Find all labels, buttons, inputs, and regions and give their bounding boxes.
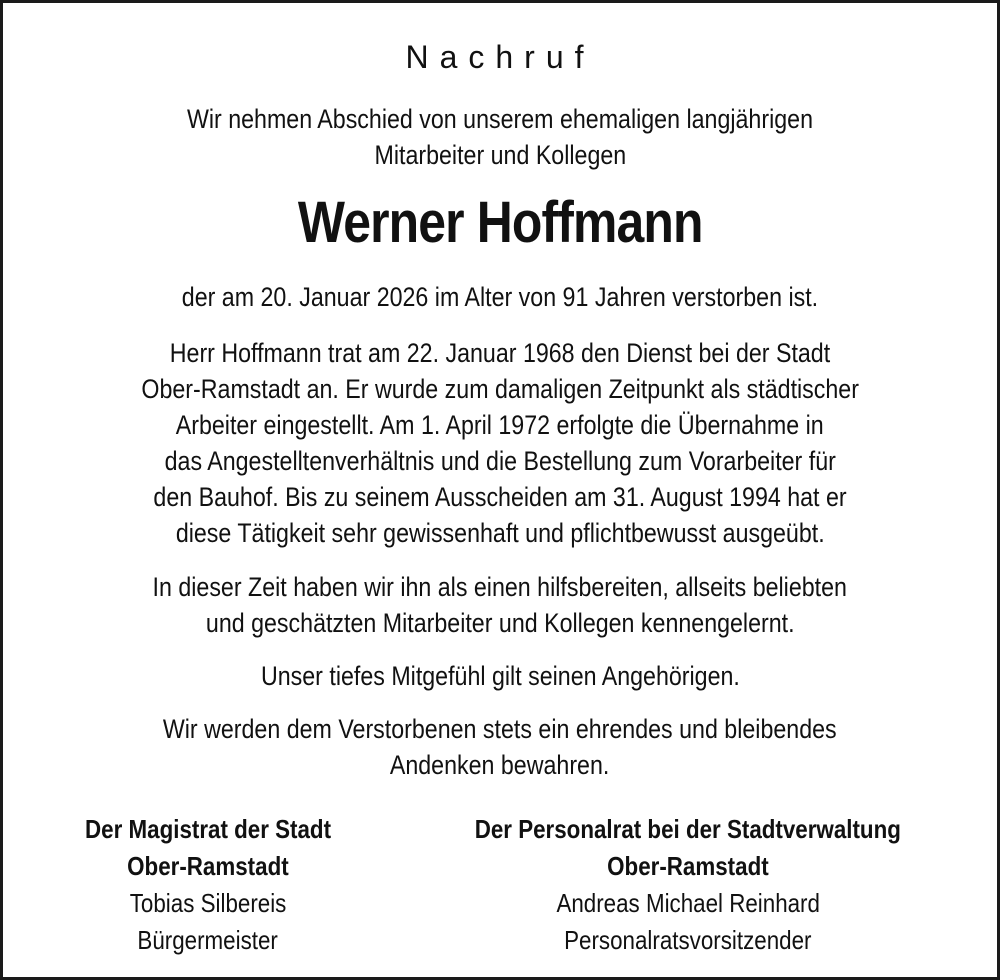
paragraph-text: das Angestelltenverhältnis und die Bestellung zum Vorarbeiter für — [164, 446, 836, 476]
signature-organization-city — [413, 848, 963, 885]
paragraph-text: den Bauhof. Bis zu seinem Ausscheiden am 31. August 1994 hat er — [153, 482, 847, 512]
organization-text: Ober-Ramstadt — [607, 851, 769, 881]
signature-organization — [413, 811, 963, 848]
intro-line-1 — [3, 101, 997, 137]
death-line-text: der am 20. Januar 2026 im Alter von 91 Jahren verstorben ist. — [181, 282, 819, 312]
role-text: Bürgermeister — [137, 925, 279, 955]
paragraph-text: Ober-Ramstadt an. Er wurde zum damaligen Zeitpunkt als städtischer — [141, 374, 859, 404]
paragraph-appreciation-line — [3, 605, 997, 641]
paragraph-condolence-line — [3, 658, 997, 694]
paragraph-text: Unser tiefes Mitgefühl gilt seinen Angehörigen. — [260, 661, 740, 691]
paragraph-appreciation-line — [3, 569, 997, 605]
organization-text: Der Personalrat bei der Stadtverwaltung — [474, 814, 902, 844]
intro-line-2 — [3, 137, 997, 173]
person-name: Tobias Silbereis — [129, 888, 287, 918]
signatures — [3, 811, 997, 961]
paragraph-text: Herr Hoffmann trat am 22. Januar 1968 den Dienst bei der Stadt — [169, 338, 831, 368]
heading-text: Nachruf — [405, 39, 595, 75]
signature-magistrat — [45, 811, 371, 959]
deceased-name-text: Werner Hoffmann — [297, 190, 703, 255]
paragraph-text: Arbeiter eingestellt. Am 1. April 1972 erfolgte die Übernahme in — [176, 410, 824, 440]
paragraph-text: diese Tätigkeit sehr gewissenhaft und pflichtbewusst ausgeübt. — [175, 518, 825, 548]
notice-heading — [3, 39, 997, 76]
death-line — [3, 279, 997, 315]
intro-text: Wir nehmen Abschied von unserem ehemaligen langjährigen — [186, 104, 814, 134]
role-text: Personalratsvorsitzender — [564, 925, 812, 955]
person-name: Andreas Michael Reinhard — [556, 888, 820, 918]
organization-text: Der Magistrat der Stadt — [84, 814, 332, 844]
paragraph-text: und geschätzten Mitarbeiter und Kollegen kennengelernt. — [205, 608, 795, 638]
paragraph-career-line — [3, 371, 997, 407]
paragraph-career-line — [3, 407, 997, 443]
signature-personalrat — [413, 811, 963, 959]
paragraph-career-line — [3, 335, 997, 371]
paragraph-remembrance-line — [3, 711, 997, 747]
signature-person — [45, 885, 371, 922]
signature-role — [413, 922, 963, 959]
signature-person — [413, 885, 963, 922]
paragraph-text: Wir werden dem Verstorbenen stets ein ehrendes und bleibendes — [163, 714, 837, 744]
paragraph-career-line — [3, 479, 997, 515]
paragraph-remembrance-line — [3, 747, 997, 783]
paragraph-career-line — [3, 515, 997, 551]
organization-text: Ober-Ramstadt — [127, 851, 289, 881]
signature-organization — [45, 811, 371, 848]
paragraph-career-line — [3, 443, 997, 479]
signature-organization-city — [45, 848, 371, 885]
signature-role — [45, 922, 371, 959]
paragraph-text: Andenken bewahren. — [390, 750, 610, 780]
paragraph-text: In dieser Zeit haben wir ihn als einen hilfsbereiten, allseits beliebten — [152, 572, 848, 602]
deceased-name — [3, 189, 997, 256]
intro-text: Mitarbeiter und Kollegen — [374, 140, 626, 170]
